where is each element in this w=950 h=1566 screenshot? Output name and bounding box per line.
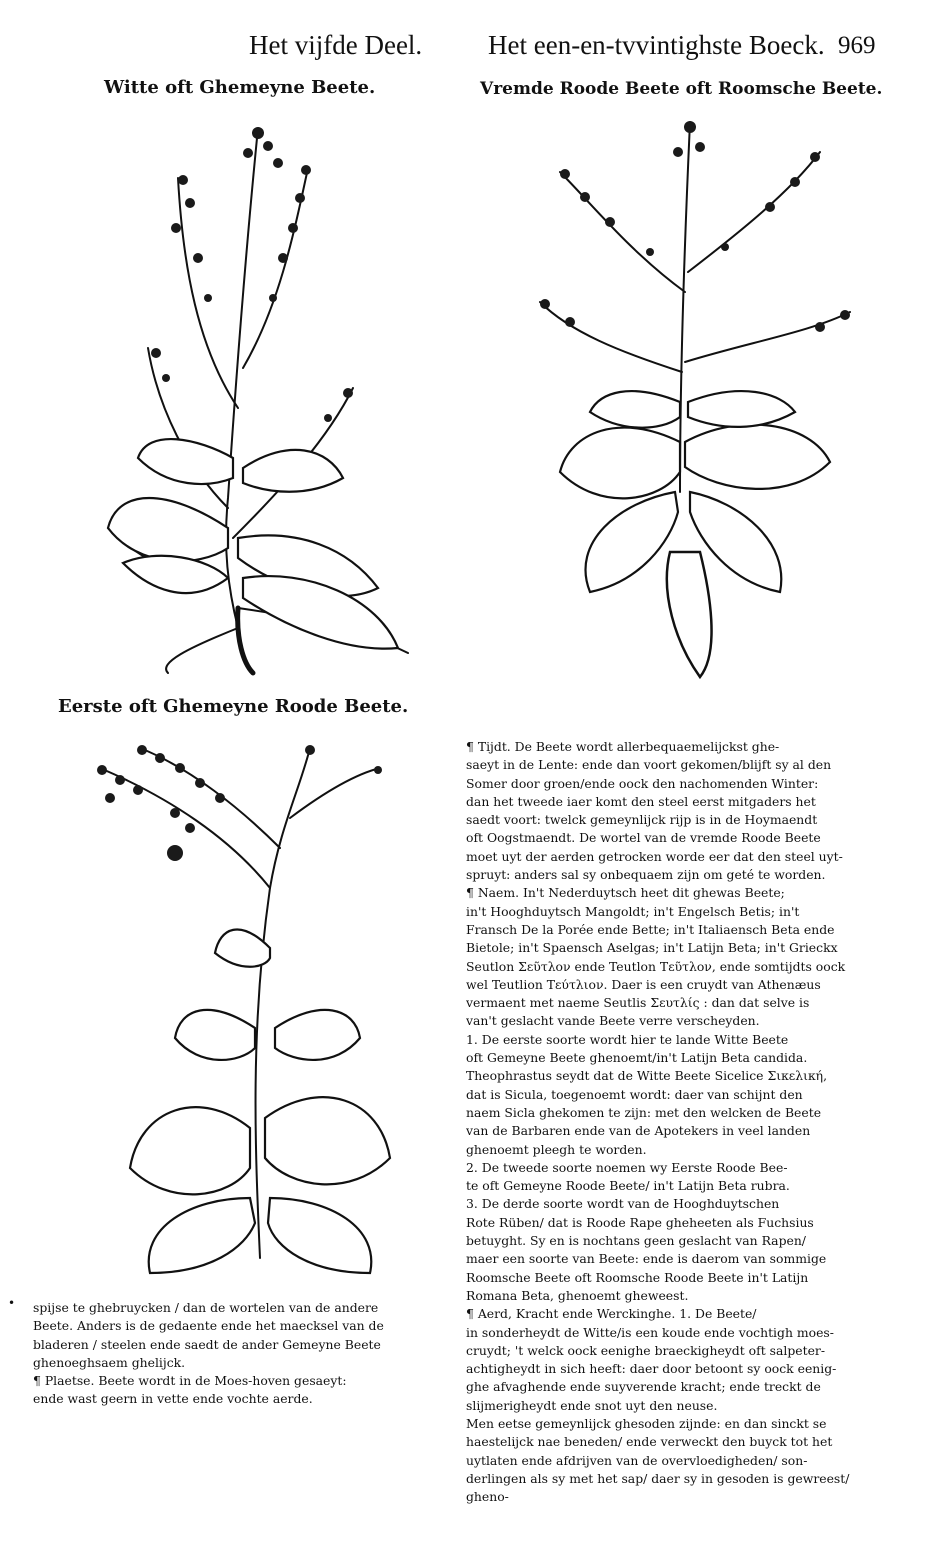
text-line: Romana Beta, ghenoemt gheweest. [466, 1287, 689, 1303]
red-beet-woodcut [80, 728, 410, 1293]
text-line: wel Teutlion Τεύτλιον. Daer is een cruydt van Athenæus [466, 976, 821, 992]
caption-red-beet: Eerste oft Ghemeyne Roode Beete. [58, 696, 409, 717]
text-line: in sonderheydt de Witte/is een koude ende vochtigh moes- [466, 1324, 834, 1340]
text-line: oft Gemeyne Beete ghenoemt/in't Latijn Beta candida. [466, 1050, 808, 1066]
text-line: Roomsche Beete oft Roomsche Roode Beete in't Latijn [466, 1269, 809, 1285]
text-line: ¶ Naem. In't Nederduytsch heet dit ghewas Beete; [466, 885, 785, 901]
text-line: oft Oogstmaendt. De wortel van de vremde Roode Beete [466, 830, 821, 846]
text-line: dat is Sicula, toegenoemt wordt: daer van schijnt den [466, 1086, 803, 1102]
caption-white-beet: Witte oft Ghemeyne Beete. [104, 77, 376, 98]
text-line: ¶ Aerd, Kracht ende Werckinghe. 1. De Beete/ [466, 1306, 757, 1322]
caption-roman-beet: Vremde Roode Beete oft Roomsche Beete. [480, 79, 883, 99]
text-line: betuyght. Sy en is nochtans geen geslacht van Rapen/ [466, 1233, 806, 1249]
text-line: Theophrastus seydt dat de Witte Beete Sicelice Σικελική, [466, 1068, 828, 1084]
text-line: saeyt in de Lente: ende dan voort gekomen/blijft sy al den [466, 757, 832, 773]
text-line: uytlaten ende afdrijven van de overvloedigheden/ son- [466, 1452, 808, 1468]
text-line: Rote Rüben/ dat is Roode Rape gheheeten als Fuchsius [466, 1214, 814, 1230]
text-line: van't geslacht vande Beete verre verscheyden. [466, 1013, 760, 1029]
text-line: Men eetse gemeynlijck ghesoden zijnde: en dan sinckt se [466, 1415, 827, 1431]
text-line: ghe afvaghende ende suyverende kracht; ende treckt de [466, 1379, 821, 1395]
text-line: saedt voort: twelck gemeynlijck rijp is in de Hoymaendt [466, 812, 818, 828]
text-line: Somer door groen/ende oock den nachomenden Winter: [466, 775, 819, 791]
text-line: 3. De derde soorte wordt van de Hooghduytschen [466, 1196, 780, 1212]
text-line: achtigheydt in sich heeft: daer door betoont sy oock eenig- [466, 1361, 837, 1377]
text-line: 1. De eerste soorte wordt hier te lande Witte Beete [466, 1031, 789, 1047]
text-line: haestelijck nae beneden/ ende verweckt den buyck tot het [466, 1434, 833, 1450]
text-line: vermaent met naeme Seutlis Σευτλίς : dan dat selve is [466, 995, 810, 1011]
text-line: ende wast geern in vette ende vochte aerde. [33, 1391, 313, 1407]
running-head-book: Het een-en-tvvintighste Boeck. [488, 30, 825, 60]
text-line: 2. De tweede soorte noemen wy Eerste Roode Bee- [466, 1159, 788, 1175]
text-line: ghenoemt pleegh te worden. [466, 1141, 647, 1157]
text-line: Fransch De la Porée ende Bette; in't Italiaensch Beta ende [466, 921, 835, 937]
text-line: spijse te ghebruycken / dan de wortelen van de andere [33, 1300, 379, 1315]
text-line: cruydt; 't welck oock eenighe braeckigheydt oft salpeter- [466, 1342, 826, 1358]
page-number: 969 [838, 32, 876, 59]
text-line: dan het tweede iaer komt den steel eerst mitgaders het [466, 793, 816, 809]
text-line: naem Sicla ghekomen te zijn: met den welcken de Beete [466, 1104, 822, 1120]
text-line: spruyt: anders sal sy onbequaem zijn om geté te worden. [466, 867, 826, 883]
text-line: te oft Gemeyne Roode Beete/ in't Latijn Beta rubra. [466, 1178, 790, 1194]
text-line: ghenoeghsaem ghelijck. [33, 1354, 186, 1370]
text-line: van de Barbaren ende van de Apotekers in veel landen [466, 1123, 811, 1139]
text-line: ¶ Plaetse. Beete wordt in de Moes-hoven gesaeyt: [33, 1373, 347, 1389]
white-beet-woodcut [78, 108, 423, 676]
text-line: bladeren / steelen ende saedt de ander Gemeyne Beete [33, 1336, 381, 1352]
text-line: slijmerigheydt ende snot uyt den neuse. [466, 1397, 718, 1413]
running-head-part: Het vijfde Deel. [249, 30, 423, 60]
text-line: Beete. Anders is de gedaente ende het maecksel van de [33, 1318, 384, 1334]
text-line: Seutlon Σεῦτλον ende Teutlon Τεῦτλον, ende somtijdts oock [466, 958, 846, 974]
text-line: moet uyt der aerden getrocken worde eer dat den steel uyt- [466, 848, 843, 864]
text-line: gheno- [466, 1489, 509, 1505]
text-line: ¶ Tijdt. De Beete wordt allerbequaemelijckst ghe- [466, 739, 780, 754]
right-text-column [466, 738, 926, 1506]
left-text-column [33, 1299, 451, 1409]
margin-mark: • [8, 1296, 16, 1310]
roman-beet-woodcut [510, 112, 875, 682]
text-line: in't Hooghduytsch Mangoldt; in't Engelsch Betis; in't [466, 903, 800, 919]
text-line: Bietole; in't Spaensch Aselgas; in't Latijn Beta; in't Grieckx [466, 940, 838, 956]
text-line: maer een soorte van Beete: ende is daerom van sommige [466, 1251, 827, 1267]
text-line: derlingen als sy met het sap/ daer sy in gesoden is gewreest/ [466, 1470, 850, 1486]
